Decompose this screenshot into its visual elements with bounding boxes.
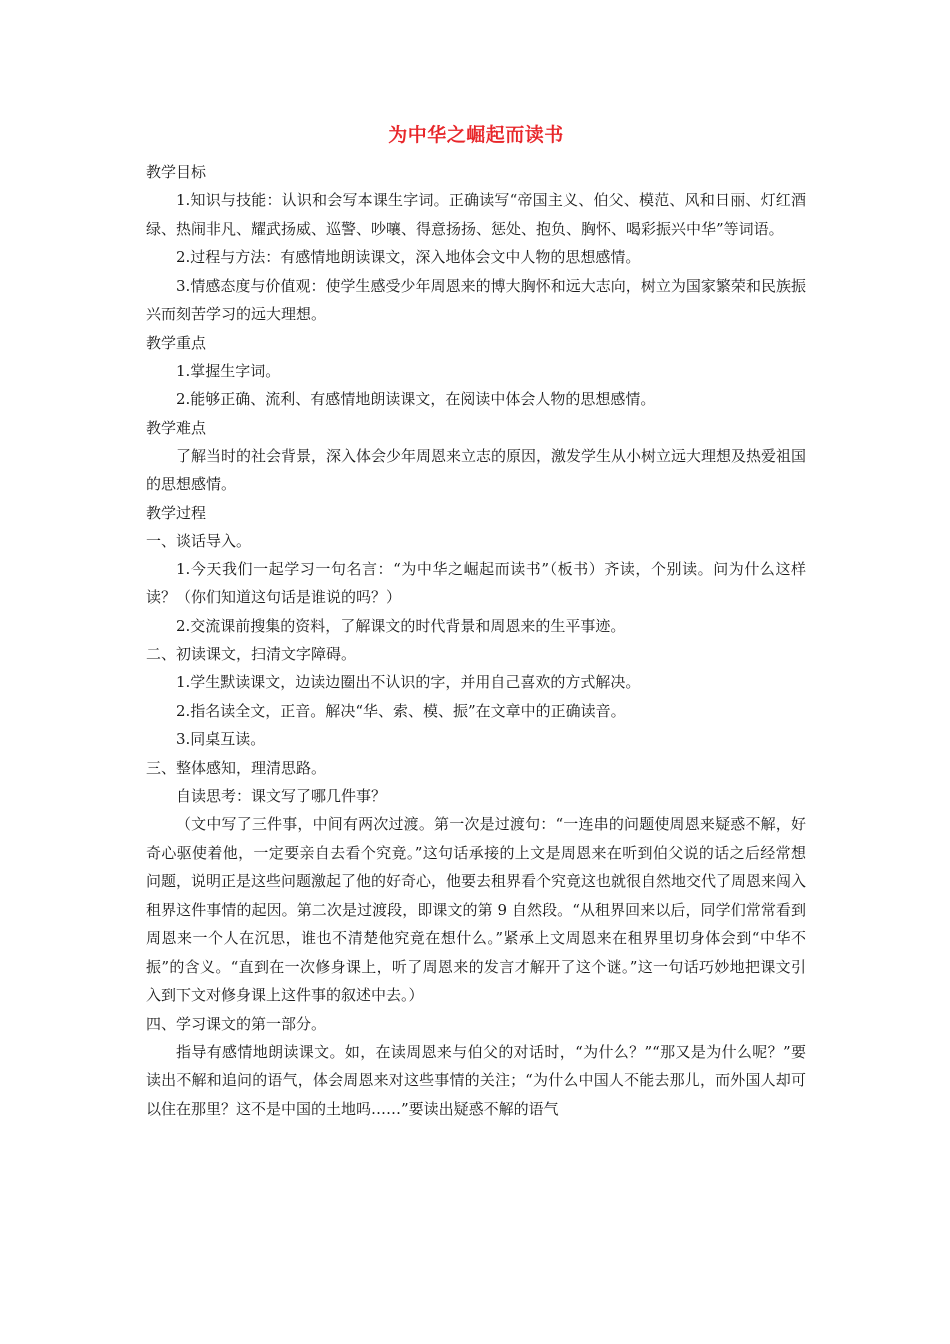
step-3-answer: （文中写了三件事，中间有两次过渡。第一次是过渡句：“一连串的问题使周恩来疑惑不解，好奇心驱使着他，一定要亲自去看个究竟。”这句话承接的上文是周恩来在听到伯父说的话之后经常想问题，说明正是这些问题激起了他的好奇心，他要去租界看个究竟这也就很自然地交代了周恩来闯入租界这件事情的起因。第二次是过渡段，即课文的第 9 自然段。“从租界回来以后，同学们常常看到周恩来一个人在沉思，谁也不清楚他究竟在想什么。”紧承上文周恩来在租界里切身体会到“中华不振”的含义。“直到在一次修身课上，听了周恩来的发言才解开了这个谜。”这一句话巧妙地把课文引入到下文对修身课上这件事的叙述中去。） [146, 815, 807, 1004]
key-item-2: 2.能够正确、流利、有感情地朗读课文，在阅读中体会人物的思想感情。 [176, 390, 656, 408]
step-3-question: 自读思考：课文写了哪几件事？ [176, 786, 387, 805]
step-2-item-1: 1.学生默读课文，边读边圈出不认识的字，并用自己喜欢的方式解决。 [176, 673, 641, 691]
step-4-text: 指导有感情地朗读课文。如，在读周恩来与伯父的对话时，“为什么？”“那又是为什么呢？”要读出不解和追问的语气，体会周恩来对这些事情的关注；“为什么中国人不能去那儿，而外国人却可以住在那里？这不是中国的土地吗……”要读出疑惑不解的语气 [146, 1042, 806, 1118]
step-2-item-2: 2.指名读全文，正音。解决“华、索、模、振”在文章中的正确读音。 [176, 701, 626, 720]
section-heading-goals: 教学目标 [146, 163, 207, 181]
step-3-heading: 三、整体感知，理清思路。 [146, 758, 327, 777]
section-heading-process: 教学过程 [146, 503, 207, 522]
goal-item-3: 3.情感态度与价值观：使学生感受少年周恩来的博大胸怀和远大志向，树立为国家繁荣和民族振兴而刻苦学习的远大理想。 [146, 276, 806, 323]
section-heading-key: 教学重点 [146, 333, 207, 352]
document-title: 为中华之崛起而读书 [388, 124, 564, 146]
step-1-heading: 一、谈话导入。 [146, 531, 252, 550]
step-2-heading: 二、初读课文，扫清文字障碍。 [146, 645, 357, 663]
step-1-item-1: 1.今天我们一起学习一句名言：“为中华之崛起而读书”（板书）齐读，个别读。问为什么这样读？（你们知道这句话是谁说的吗？） [146, 559, 806, 606]
difficulty-item-1: 了解当时的社会背景，深入体会少年周恩来立志的原因，激发学生从小树立远大理想及热爱祖国的思想感情。 [146, 446, 807, 493]
step-2-item-3: 3.同桌互读。 [176, 730, 266, 748]
step-4-heading: 四、学习课文的第一部分。 [146, 1014, 327, 1033]
goal-item-2: 2.过程与方法：有感情地朗读课文，深入地体会文中人物的思想感情。 [176, 248, 641, 266]
step-1-item-2: 2.交流课前搜集的资料，了解课文的时代背景和周恩来的生平事迹。 [176, 616, 626, 635]
document-page [146, 120, 806, 1123]
section-heading-difficulty: 教学难点 [146, 418, 207, 437]
key-item-1: 1.掌握生字词。 [176, 361, 281, 380]
goal-item-1: 1.知识与技能：认识和会写本课生字词。正确读写“帝国主义、伯父、模范、风和日丽、灯红酒绿、热闹非凡、耀武扬威、巡警、吵嚷、得意扬扬、惩处、抱负、胸怀、喝彩振兴中华”等词语。 [146, 191, 806, 238]
